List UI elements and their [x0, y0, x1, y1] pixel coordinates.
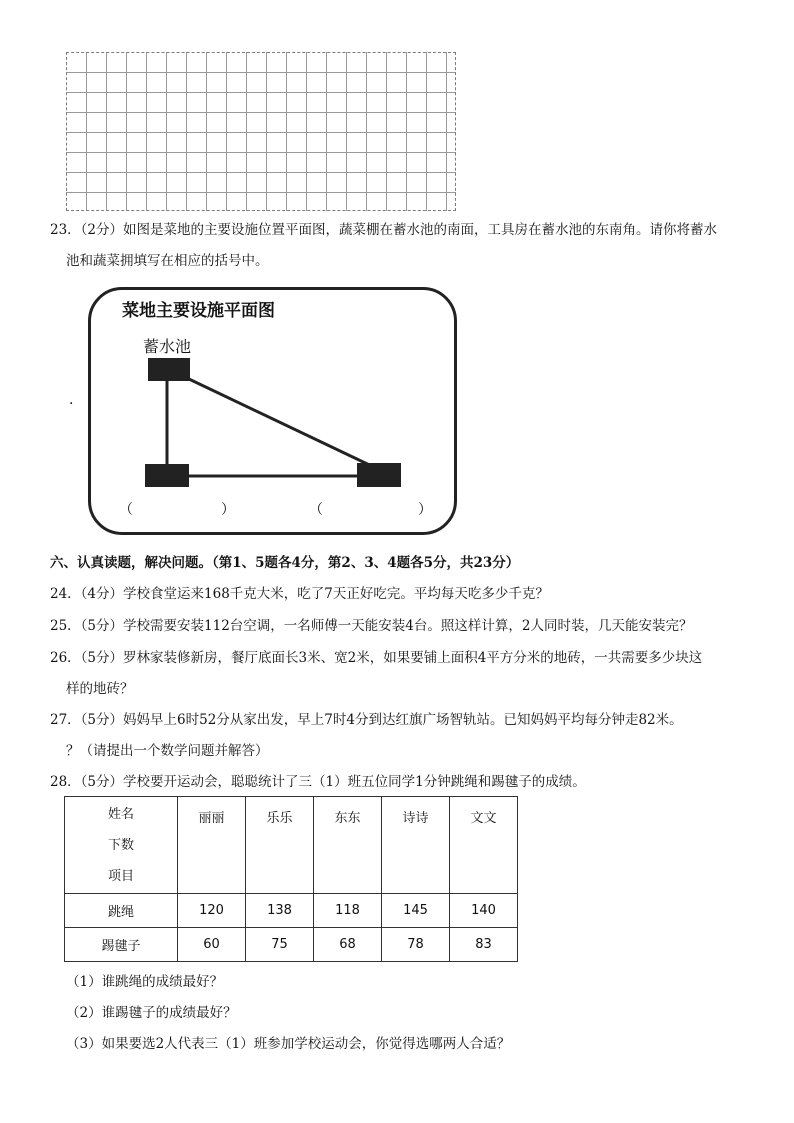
name-header: 丽丽: [178, 797, 246, 894]
table-row: [65, 928, 518, 962]
path-pond-to-southeast: [170, 370, 380, 470]
pond-facility-block: [148, 358, 190, 381]
table-cell: 83: [450, 928, 518, 962]
row-label-rope: 跳绳: [65, 894, 178, 928]
corner-label-item: 项目: [107, 869, 134, 884]
corner-label-count: 下数: [107, 838, 134, 853]
q27-text-line1: 27．（5分）妈妈早上6时52分从家出发，早上7时4分到达红旗广场智轨站。已知妈妈平均每分钟走82米。: [50, 712, 683, 728]
table-cell: 68: [314, 928, 382, 962]
q28-sub3: （3）如果要选2人代表三（1）班参加学校运动会，你觉得选哪两人合适？: [66, 1036, 511, 1052]
q28-intro: 28．（5分）学校要开运动会，聪聪统计了三（1）班五位同学1分钟跳绳和踢毽子的成绩。: [50, 774, 586, 790]
q28-sub2: （2）谁踢毽子的成绩最好？: [66, 1005, 237, 1021]
left-blank-close-paren: ）: [221, 502, 235, 518]
table-cell: 140: [450, 894, 518, 928]
table-header-row: [65, 797, 518, 894]
table-cell: 120: [178, 894, 246, 928]
margin-dot: ·: [69, 396, 74, 412]
table-cell: 138: [246, 894, 314, 928]
name-header: 东东: [314, 797, 382, 894]
right-blank-close-paren: ）: [418, 502, 432, 518]
corner-label-name: 姓名: [107, 807, 134, 822]
section-6-heading: 六、认真读题，解决问题。（第1、5题各4分，第2、3、4题各5分，共23分）: [50, 555, 520, 571]
table-corner-cell: [65, 797, 178, 894]
tool-house-block: [357, 463, 401, 487]
row-label-shuttlecock: 踢毽子: [65, 928, 178, 962]
map-title: 菜地主要设施平面图: [122, 301, 275, 321]
left-blank-open-paren: （: [119, 502, 133, 518]
score-table: [64, 796, 518, 962]
q27-text-line2: ？（请提出一个数学问题并解答）: [66, 743, 269, 759]
q23-text-line2: 池和蔬菜拥填写在相应的括号中。: [66, 253, 269, 269]
table-cell: 118: [314, 894, 382, 928]
q24-text: 24．（4分）学校食堂运来168千克大米，吃了7天正好吃完。平均每天吃多少千克？: [50, 586, 549, 602]
vegetable-shed-block: [145, 464, 189, 487]
q26-text-line1: 26．（5分）罗林家装修新房，餐厅底面长3米、宽2米，如果要铺上面积4平方分米的地砖，一共需要多少块这: [50, 650, 703, 666]
q25-text: 25．（5分）学校需要安装112台空调，一名师傅一天能安装4台。照这样计算，2人同时装，几天能安装完？: [50, 618, 693, 634]
name-header: 文文: [450, 797, 518, 894]
table-row: [65, 894, 518, 928]
q26-text-line2: 样的地砖？: [66, 681, 134, 697]
pond-label: 蓄水池: [143, 337, 192, 356]
name-header: 乐乐: [246, 797, 314, 894]
table-cell: 60: [178, 928, 246, 962]
q23-text-line1: 23．（2分）如图是菜地的主要设施位置平面图，蔬菜棚在蓄水池的南面，工具房在蓄水池的东南角。请你将蓄水: [50, 222, 718, 238]
right-blank-open-paren: （: [309, 502, 323, 518]
table-cell: 75: [246, 928, 314, 962]
q28-sub1: （1）谁跳绳的成绩最好？: [66, 974, 224, 990]
table-cell: 145: [382, 894, 450, 928]
name-header: 诗诗: [382, 797, 450, 894]
table-cell: 78: [382, 928, 450, 962]
